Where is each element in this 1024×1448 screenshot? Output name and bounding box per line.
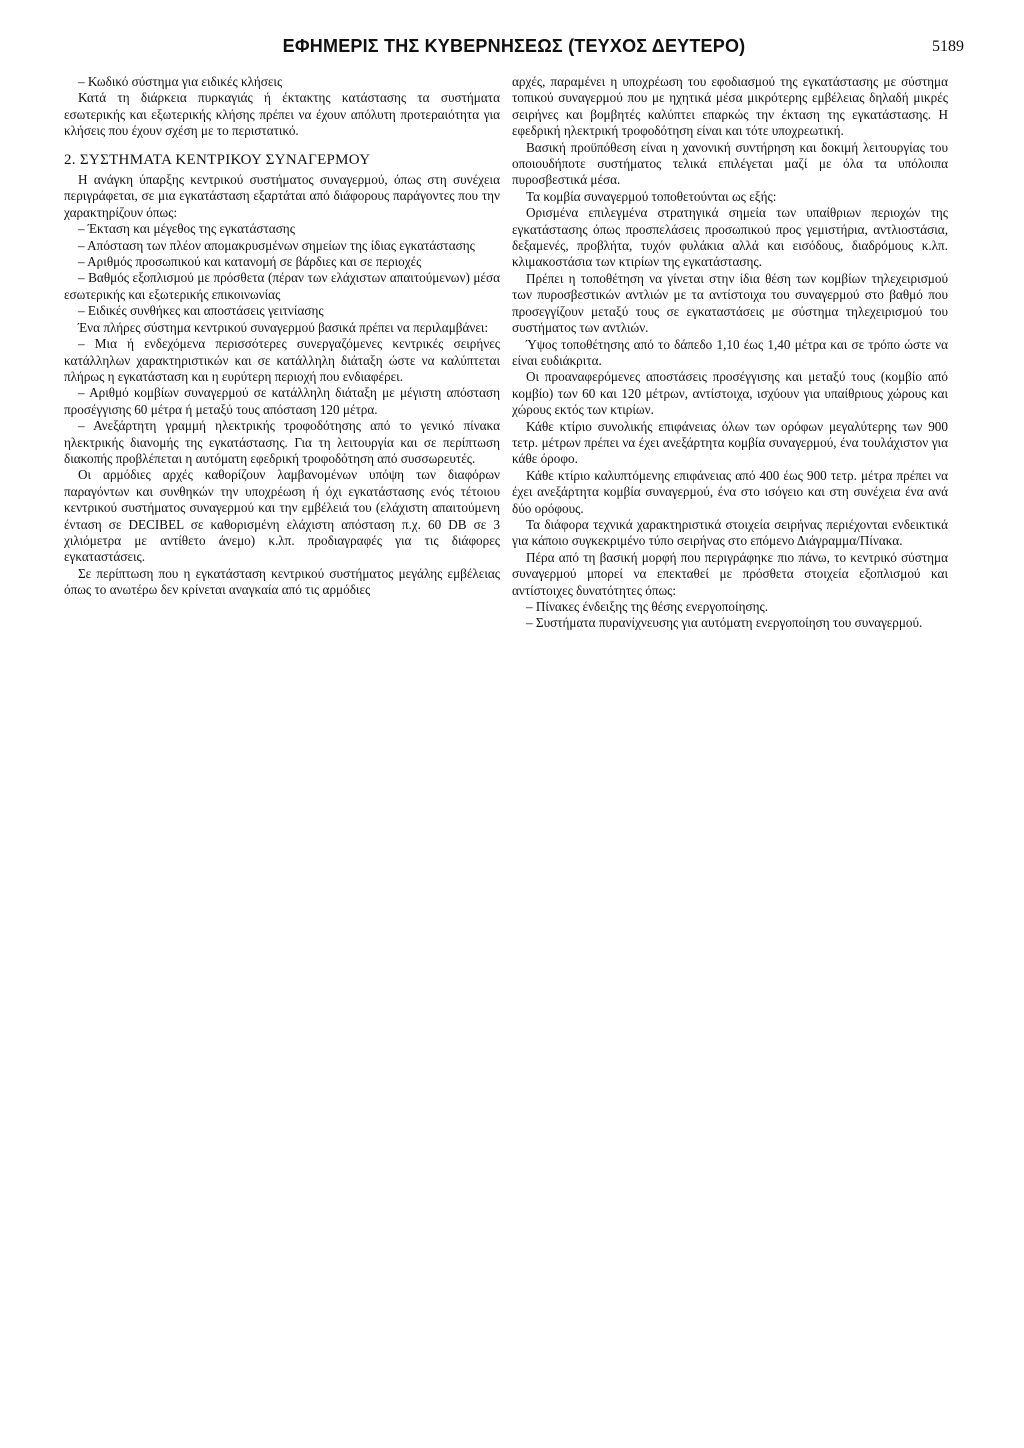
list-item: – Πίνακες ένδειξης της θέσης ενεργοποίησης. — [526, 599, 768, 614]
list-item: – Αριθμός προσωπικού και κατανομή σε βάρδιες και σε περιοχές — [78, 254, 422, 270]
paragraph: Η ανάγκη ύπαρξης κεντρικού συστήματος συναγερμού, όπως στη συνέχεια περιγράφεται, σε μια εγκατάσταση εξαρτάται από διάφορους παράγοντες που την χαρακτηρίζουν όπως: — [64, 172, 500, 220]
paragraph: Κατά τη διάρκεια πυρκαγιάς ή έκτακτης κατάστασης τα συστήματα εσωτερικής και εξωτερικής κλήσης πρέπει να έχουν απόλυτη προτεραιότητα για κλήσεις που έχουν σχέση με το περιστατικό. — [64, 90, 500, 139]
paragraph: Οι αρμόδιες αρχές καθορίζουν λαμβανομένων υπόψη των διαφόρων παραγόντων και συνθηκών την υποχρέωση ή όχι εγκατάστασης ενός τέτοιου κεντρικού συστήματος συναγερμού και την εμβέλειά του (ελάχιστη απαιτούμενη ένταση σε DECIBEL σε καθορισμένη ελάχιστη απόσταση π.χ. 60 DB σε 3 χιλιόμετρα με αντίθετο άνεμο) κ.λπ. προδιαγραφές για τις διάφορες εγκαταστάσεις. — [64, 467, 500, 565]
list-item: – Ειδικές συνθήκες και αποστάσεις γειτνίασης — [78, 303, 324, 319]
paragraph: Οι προαναφερόμενες αποστάσεις προσέγγισης και μεταξύ τους (κομβίο από κομβίο) των 60 και 120 μέτρων, αντίστοιχα, ισχύουν για υπαίθριους χώρους και χώρους εκτός των κτιρίων. — [512, 369, 948, 418]
paragraph: Σε περίπτωση που η εγκατάσταση κεντρικού συστήματος μεγάλης εμβέλειας όπως το ανωτέρω δεν κρίνεται αναγκαία από τις αρμόδιες — [64, 565, 500, 598]
paragraph: Πρέπει η τοποθέτηση να γίνεται στην ίδια θέση των κομβίων τηλεχειρισμού των πυροσβεστικών αντλιών με τα αντίστοιχα του συναγερμού στο βαθμό που προσεγγίζουν μεταξύ τους σε εγκαταστάσεις με σύστημα τηλεχειρισμού του συστήματος των αντλιών. — [512, 270, 948, 336]
paragraph: Ένα πλήρες σύστημα κεντρικού συναγερμού βασικά πρέπει να περιλαμβάνει: — [78, 319, 489, 335]
paragraph: – Κωδικό σύστημα για ειδικές κλήσεις — [78, 74, 283, 89]
list-item: – Απόσταση των πλέον απομακρυσμένων σημείων της ίδιας εγκατάστασης — [78, 237, 475, 253]
page-header — [64, 36, 964, 60]
list-item: – Έκταση και μέγεθος της εγκατάστασης — [78, 221, 295, 237]
paragraph: Κάθε κτίριο καλυπτόμενης επιφάνειας από 400 έως 900 τετρ. μέτρα πρέπει να έχει ανεξάρτητα κομβία συναγερμού, ένα στο ισόγειο και στη συνέχεια ένα ανά δύο ορόφους. — [512, 467, 948, 516]
paragraph: Ύψος τοποθέτησης από το δάπεδο 1,10 έως 1,40 μέτρα και σε τρόπο ώστε να είναι ευδιάκριτα. — [512, 336, 948, 368]
paragraph: Πέρα από τη βασική μορφή που περιγράφηκε πιο πάνω, το κεντρικό σύστημα συναγερμού μπορεί να επεκταθεί με πρόσθετα στοιχεία εξοπλισμού και αντίστοιχες δυνατότητες όπως: — [512, 549, 948, 598]
paragraph: Κάθε κτίριο συνολικής επιφάνειας όλων των ορόφων μεγαλύτερης των 900 τετρ. μέτρων πρέπει να έχει ανεξάρτητα κομβία συναγερμού, ένα τουλάχιστον για κάθε όροφο. — [512, 418, 948, 467]
list-item: – Συστήματα πυρανίχνευσης για αυτόματη ενεργοποίηση του συναγερμού. — [526, 615, 923, 631]
list-item: – Βαθμός εξοπλισμού με πρόσθετα (πέραν των ελάχιστων απαιτούμενων) μέσα εσωτερικής και εξωτερικής επικοινωνίας — [64, 270, 500, 302]
paragraph: Τα κομβία συναγερμού τοποθετούνται ως εξής: — [526, 188, 777, 204]
gazette-title: ΕΦΗΜΕΡΙΣ ΤΗΣ ΚΥΒΕΡΝΗΣΕΩΣ (ΤΕΥΧΟΣ ΔΕΥΤΕΡΟ) — [282, 36, 746, 56]
left-column — [64, 74, 500, 599]
list-item: – Ανεξάρτητη γραμμή ηλεκτρικής τροφοδότησης από το γενικό πίνακα ηλεκτρικής διανομής της εγκατάστασης. Για τη λειτουργία και σε περίπτωση διακοπής προβλέπεται η αυτόματη εφεδρική τροφοδότηση από συσσωρευτές. — [64, 418, 500, 466]
list-item: – Μια ή ενδεχόμενα περισσότερες συνεργαζόμενες κεντρικές σειρήνες κατάλληλων χαρακτηριστικών και σε κατάλληλη διάταξη ώστε να καλύπτεται πλήρως η εγκατάσταση και η ευρύτερη περιοχή που ενδιαφέρει. — [64, 336, 500, 384]
paragraph: αρχές, παραμένει η υποχρέωση του εφοδιασμού της εγκατάστασης με σύστημα τοπικού συναγερμού που με ηχητικά μέσα μικρότερης εμβέλειας δηλαδή μικρές σειρήνες και βομβητές καλύπτει επαρκώς την έκταση της εγκατάστασης. Η εφεδρική ηλεκτρική τροφοδότηση είναι και τότε υποχρεωτική. — [512, 74, 948, 139]
section-heading: 2. ΣΥΣΤΗΜΑΤΑ ΚΕΝΤΡΙΚΟΥ ΣΥΝΑΓΕΡΜΟΥ — [64, 151, 371, 168]
right-column — [512, 74, 948, 632]
page-number: 5189 — [932, 38, 964, 55]
paragraph: Ορισμένα επιλεγμένα στρατηγικά σημεία των υπαίθριων περιοχών της εγκατάστασης όπως προσπελάσεις προσωπικού προς γεμιστήρια, αντλιοστάσια, δεξαμενές, προβλήτα, τυχόν φυλάκια αλλά και εισόδους, διαδρόμους κ.λπ. κλιμακοστάσια των κτιρίων της εγκατάστασης. — [512, 205, 948, 270]
paragraph: Βασική προϋπόθεση είναι η χανονική συντήρηση και δοκιμή λειτουργίας του οποιουδήποτε συστήματος τελικά επιλέγεται μαζί με όλα τα υπόλοιπα πυροσβεστικά μέσα. — [512, 139, 948, 188]
paragraph: Τα διάφορα τεχνικά χαρακτηριστικά στοιχεία σειρήνας περιέχονται ενδεικτικά για κάποιο συγκεκριμένο τύπο σειρήνας στο επόμενο Διάγραμμα/Πίνακα. — [512, 516, 948, 549]
list-item: – Αριθμό κομβίων συναγερμού σε κατάλληλη διάταξη με μέγιστη απόσταση προσέγγισης 60 μέτρα ή μεταξύ τους απόσταση 120 μέτρα. — [64, 385, 500, 417]
